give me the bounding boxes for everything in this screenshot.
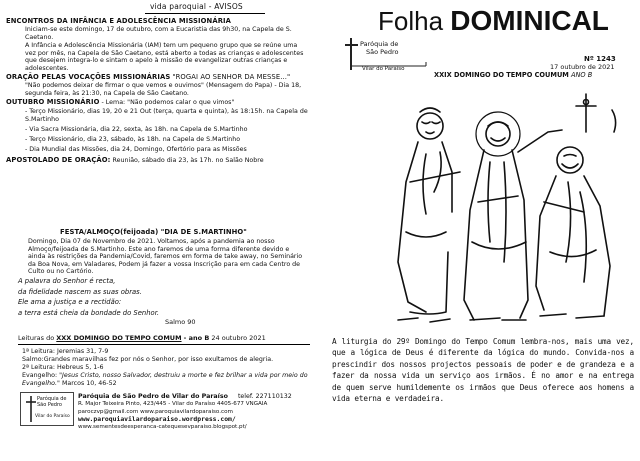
sec2-title: ORAÇÃO PELAS VOCAÇÕES MISSIONÁRIAS: [6, 73, 171, 81]
logo-line: Paróquia de: [360, 40, 399, 48]
sec5-body: Domingo, Dia 07 de Novembro de 2021. Voltamos, após a pandemia ao nosso Almoço/feijoada de S.Martinho. Este ano faremos de uma forma diferente devido e ainda às restrições da Pandemia/Covid, faremos em forma de take away, no Seminário da Boa Nova, em Valadares, Podem já fazer a vossa Inscrição para em cada Centro de Culto ou no Cartório.: [28, 238, 303, 275]
disciple-right-figure: [536, 147, 610, 318]
footer-logo-text: [37, 396, 67, 408]
reading-salmo: Salmo:Grandes maravilhas fez por nós o Senhor, por isso exultamos de alegria.: [22, 356, 274, 363]
gospel-label: Evangelho:: [22, 372, 58, 379]
footer-logo-place: Vilar do Paraíso: [35, 414, 70, 419]
sec5-title: FESTA/ALMOÇO(feijoada) "DIA DE S.MARTINHO": [60, 228, 247, 236]
sunday-name: XXIX DOMINGO DO TEMPO COUMUM: [434, 71, 569, 79]
sec3-item: - Via Sacra Missionária, dia 22, sexta, às 18h. na Capela de S.Martinho: [25, 126, 248, 133]
footer-phone: telef. 227110132: [237, 393, 292, 400]
readings-header: [18, 334, 313, 342]
reading-1-ref: Jeremias 31, 7-9: [57, 348, 109, 355]
readings-suffix: - ano B: [183, 334, 210, 342]
sec2-block: [6, 74, 311, 82]
psalm-line: A palavra do Senhor é recta,: [18, 277, 116, 285]
reading-1-label: 1ª Leitura:: [22, 348, 56, 355]
gospel-illustration: [380, 82, 632, 330]
sec4-title: APOSTOLADO DE ORAÇÃO:: [6, 156, 111, 164]
footer-blog2-link[interactable]: www.sementesdeesperanca-catequesevparaiso.blogspot.pt/: [78, 424, 247, 431]
masthead-title-light: Folha: [378, 6, 451, 36]
readings-title: XXX DOMINGO DO TEMPO COMUM: [56, 334, 182, 342]
liturgical-sunday: [434, 71, 592, 79]
sec3-item: - Dia Mundial das Missões, dia 24, Domingo, Ofertório para as Missões: [25, 146, 247, 153]
section-header: vida paroquial - AVISOS: [150, 2, 243, 11]
psalm-line: da fidelidade nascem as suas obras.: [18, 287, 142, 296]
masthead-title: [378, 6, 609, 36]
gospel-ref: Marcos 10, 46-52: [61, 379, 117, 387]
psalm-line: a terra está cheia da bondade do Senhor.: [18, 308, 160, 317]
sec1-p2: A Infância e Adolescência Missionária (IAM) tem um pequeno grupo que se reúne uma vez por mês, na Capela de São Caetano, está aberto a todas as crianças e adolescentes que desejem integra-lo e sintam o apelo à missão de evangelizar outras crianças e adolescentes.: [25, 42, 304, 72]
sec3-item: - Terço Missionário, dia 23, sábado, às 18h. na Capela de S.Martinho: [25, 136, 241, 143]
gospel-quote: "Jesus Cristo, nosso Salvador, destruiu a morte e fez brilhar a vida por meio do Evangelho.": [22, 372, 308, 387]
sec1-p1: Iniciam-se este domingo, 17 de outubro, com a Eucaristia das 9h30, na Capela de S. Caetano.: [25, 26, 292, 41]
disciple-left-figure: [398, 108, 460, 322]
christ-figure: [464, 112, 562, 320]
psalm-text: [18, 276, 278, 318]
liturgical-year: ANO B: [570, 71, 593, 79]
header-underline: [145, 13, 265, 14]
reading-1: [22, 348, 312, 356]
readings-prefix: Leituras do: [18, 334, 55, 342]
right-page: [322, 0, 640, 461]
psalm-line: Ele ama a justiça e a rectidão:: [18, 298, 122, 306]
sec2-title-tail: "ROGAI AO SENHOR DA MESSE...": [172, 73, 291, 81]
masthead-logo: [342, 36, 430, 72]
sec4-block: [6, 157, 311, 165]
reading-2: [22, 364, 312, 372]
sec3-title: OUTUBRO MISSIONÁRIO: [6, 98, 100, 106]
issue-date: 17 outubro de 2021: [550, 63, 615, 71]
sec3-title-tail: - Lema: "Não podemos calar o que vimos": [101, 99, 235, 106]
reflection-text: A liturgia do 29º Domingo do Tempo Comum lembra-nos, mais uma vez, que a lógica de Deus é diferente da lógica do mundo. Convida-nos a prescindir dos nossos projectos pessoais de poder e de grandeza e a fazer da nossa vida um serviço aos irmãos. É no amor e na entrega de quem serve humildemente os irmãos que Deus oferece aos homens a vida eterna e verdadeira.: [332, 337, 634, 404]
reading-2-label: 2ª Leitura:: [22, 364, 56, 371]
sec3-block: [6, 99, 311, 107]
sec3-item: - Terço Missionário, dias 19, 20 e 21 Out (terça, quarta e quinta), às 18:15h. na Capela de S.Martinho: [25, 108, 308, 123]
sec1-title: ENCONTROS DA INFÂNCIA E ADOLESCÊNCIA MISSIONÁRIA: [6, 17, 232, 25]
footer-email[interactable]: paroczvp@gmail.com www.paroquiavilardoparaiso.com: [78, 408, 233, 415]
footer-logo-line: São Pedro: [37, 402, 62, 408]
psalm-ref: Salmo 90: [165, 318, 196, 326]
footer-logo: [20, 392, 74, 426]
sec2-body: "Não podemos deixar de firmar o que vemos e ouvimos" (Mensagem do Papa) - Dia 18, segunda feira, às 21:30, na Capela de São Caetano.: [25, 82, 302, 97]
sec4-body: Reunião, sábado dia 23, às 17h. no Salão Nobre: [112, 157, 264, 164]
footer-parish: Paróquia de São Pedro de Vilar do Paraíso: [78, 393, 228, 400]
crucifix-icon: [576, 94, 596, 132]
readings-rule: [18, 344, 310, 345]
logo-place: Vilar do Paraíso: [362, 66, 405, 72]
footer-address: R. Major Teixeira Pinto, 423/445 - Vilar do Paraíso 4405-677 VNGAIA: [78, 400, 268, 407]
footer-logo-line: Paróquia de: [37, 396, 67, 402]
logo-line: São Pedro: [366, 47, 399, 56]
masthead-title-bold: DOMINICAL: [450, 5, 609, 36]
logo-text: [360, 41, 398, 56]
reading-2-ref: Hebreus 5, 1-6: [57, 364, 104, 371]
readings-date: 24 outubro 2021: [211, 334, 266, 342]
footer-blog-link[interactable]: www.paroquiavilardoparaiso.wordpress.com/: [78, 415, 236, 424]
footer-info: [78, 393, 316, 432]
issue-number: Nº 1243: [584, 55, 616, 63]
reading-gospel: [22, 372, 314, 387]
left-page: [0, 0, 318, 461]
